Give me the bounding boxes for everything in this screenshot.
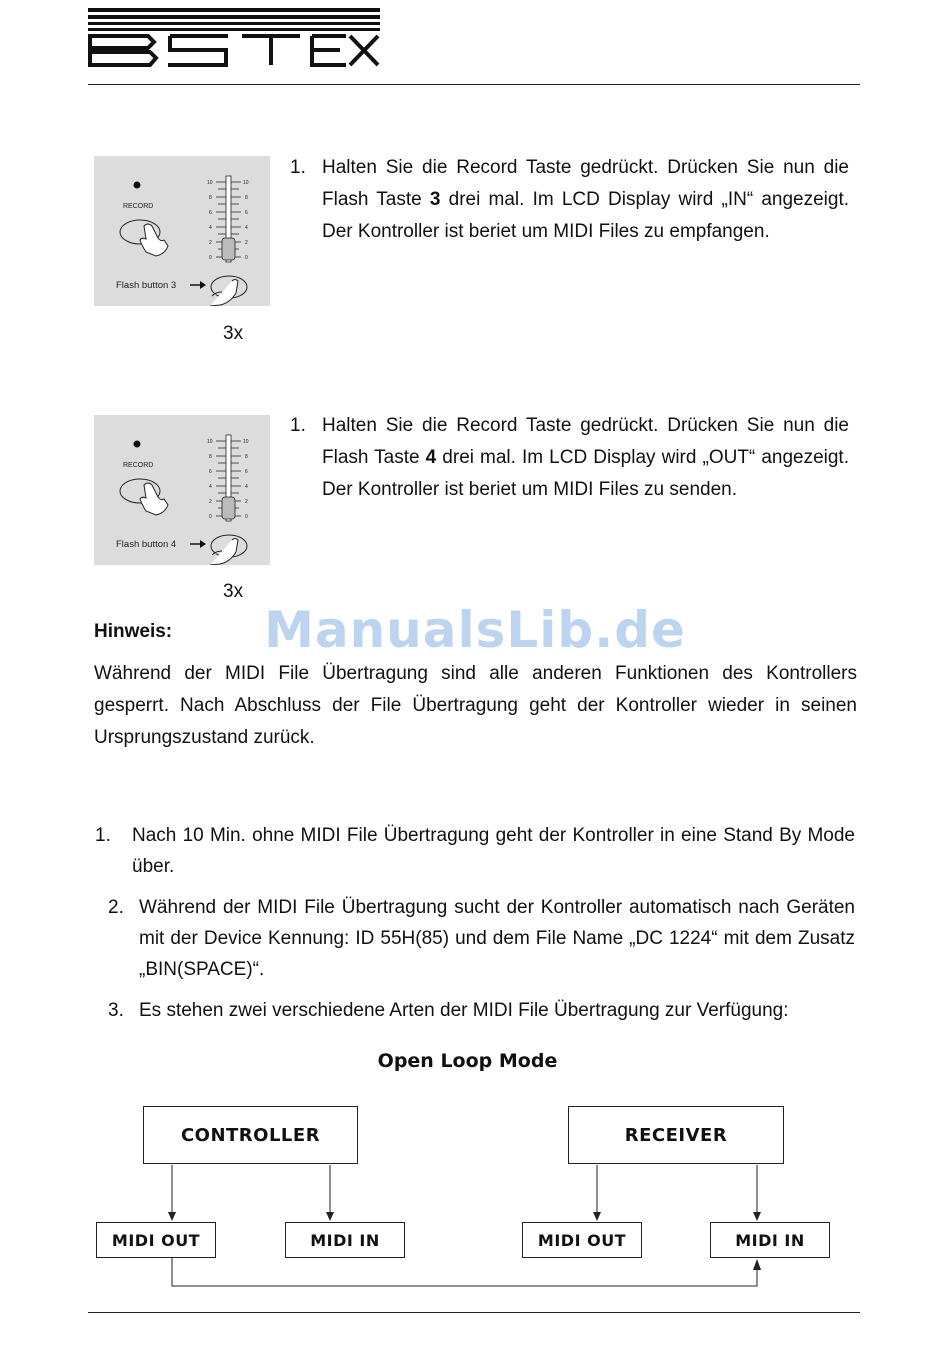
arrow-up-icon <box>753 1259 761 1270</box>
svg-text:4: 4 <box>209 484 212 490</box>
svg-text:10: 10 <box>207 180 213 186</box>
step-text: Halten Sie die Record Taste gedrückt. Drücken Sie nun die Flash Taste 4 drei mal. Im LCD Display wird „OUT“ angezeigt. Der Kontroller ist beriet um MIDI Files zu senden. <box>322 415 849 500</box>
arrow-right-icon <box>200 540 206 548</box>
dotted-brand-logo <box>88 8 380 68</box>
svg-text:0: 0 <box>209 255 212 261</box>
svg-text:2: 2 <box>245 499 248 505</box>
step-number: 1. <box>290 415 306 436</box>
controller-panel-illustration <box>94 415 270 565</box>
arrow-down-icon <box>326 1212 334 1221</box>
svg-text:2: 2 <box>209 499 212 505</box>
svg-text:8: 8 <box>209 195 212 201</box>
note-body: Während der MIDI File Übertragung sind alle anderen Funktionen des Kontrollers gesperrt. Nach Abschluss der File Übertragung geht der Kontroller wieder in seinen Ursprungszustand zurück. <box>94 663 857 748</box>
receiver-box: RECEIVER <box>568 1106 784 1164</box>
flash-button-label: Flash button 4 <box>116 539 177 550</box>
arrow-down-icon <box>593 1212 601 1221</box>
fader-knob-icon <box>222 497 235 519</box>
press-count: 3x <box>223 581 244 602</box>
svg-text:2: 2 <box>245 240 248 246</box>
svg-text:6: 6 <box>209 469 212 475</box>
arrow-down-icon <box>753 1212 761 1221</box>
step-text: Halten Sie die Record Taste gedrückt. Drücken Sie nun die Flash Taste 3 drei mal. Im LCD Display wird „IN“ angezeigt. Der Kontroller ist beriet um MIDI Files zu empfangen. <box>322 157 850 242</box>
flash-button-label: Flash button 3 <box>116 280 177 291</box>
list-text: Es stehen zwei verschiedene Arten der MIDI File Übertragung zur Verfügung: <box>139 1000 789 1021</box>
list-number: 3. <box>108 1000 124 1021</box>
finger-press-icon <box>140 483 168 515</box>
svg-text:4: 4 <box>209 225 212 231</box>
record-label: RECORD <box>123 203 154 210</box>
list-text: Nach 10 Min. ohne MIDI File Übertragung geht der Kontroller in eine Stand By Mode über. <box>132 825 855 877</box>
svg-text:4: 4 <box>245 484 248 490</box>
receiver-midi-out-box: MIDI OUT <box>522 1222 642 1258</box>
step-number: 1. <box>290 157 306 178</box>
list-item <box>108 892 857 988</box>
svg-text:6: 6 <box>245 469 248 475</box>
svg-text:8: 8 <box>209 454 212 460</box>
svg-text:4: 4 <box>245 225 248 231</box>
svg-text:6: 6 <box>209 210 212 216</box>
arrow-right-icon <box>200 281 206 289</box>
finger-press-icon <box>140 224 168 256</box>
controller-panel-illustration <box>94 156 270 306</box>
svg-text:0: 0 <box>209 514 212 520</box>
svg-text:10: 10 <box>243 439 249 445</box>
list-item <box>95 820 857 884</box>
receiver-midi-in-box: MIDI IN <box>710 1222 830 1258</box>
diagram-title: Open Loop Mode <box>377 1050 558 1072</box>
svg-text:10: 10 <box>243 180 249 186</box>
svg-text:0: 0 <box>245 514 248 520</box>
record-led-icon <box>134 441 141 448</box>
press-count: 3x <box>223 323 244 344</box>
controller-box: CONTROLLER <box>143 1106 358 1164</box>
step-instruction <box>290 410 850 542</box>
svg-text:8: 8 <box>245 195 248 201</box>
note-heading: Hinweis: <box>94 621 173 642</box>
record-led-icon <box>134 182 141 189</box>
svg-text:0: 0 <box>245 255 248 261</box>
svg-text:8: 8 <box>245 454 248 460</box>
footer-rule <box>88 1312 860 1313</box>
watermark: ManualsLib.de <box>264 601 686 659</box>
list-number: 1. <box>95 825 111 846</box>
record-label: RECORD <box>123 462 154 469</box>
svg-text:6: 6 <box>245 210 248 216</box>
list-number: 2. <box>108 897 124 918</box>
fader-knob-icon <box>222 238 235 260</box>
list-item <box>108 995 857 1027</box>
arrow-down-icon <box>168 1212 176 1221</box>
svg-text:10: 10 <box>207 439 213 445</box>
list-text: Während der MIDI File Übertragung sucht der Kontroller automatisch nach Geräten mit der Device Kennung: ID 55H(85) und dem File Name „DC 1224“ mit dem Zusatz „BIN(SPACE)“. <box>139 897 855 980</box>
header-rule <box>88 84 860 85</box>
svg-text:2: 2 <box>209 240 212 246</box>
controller-midi-out-box: MIDI OUT <box>96 1222 216 1258</box>
controller-midi-in-box: MIDI IN <box>285 1222 405 1258</box>
step-instruction <box>290 152 850 284</box>
